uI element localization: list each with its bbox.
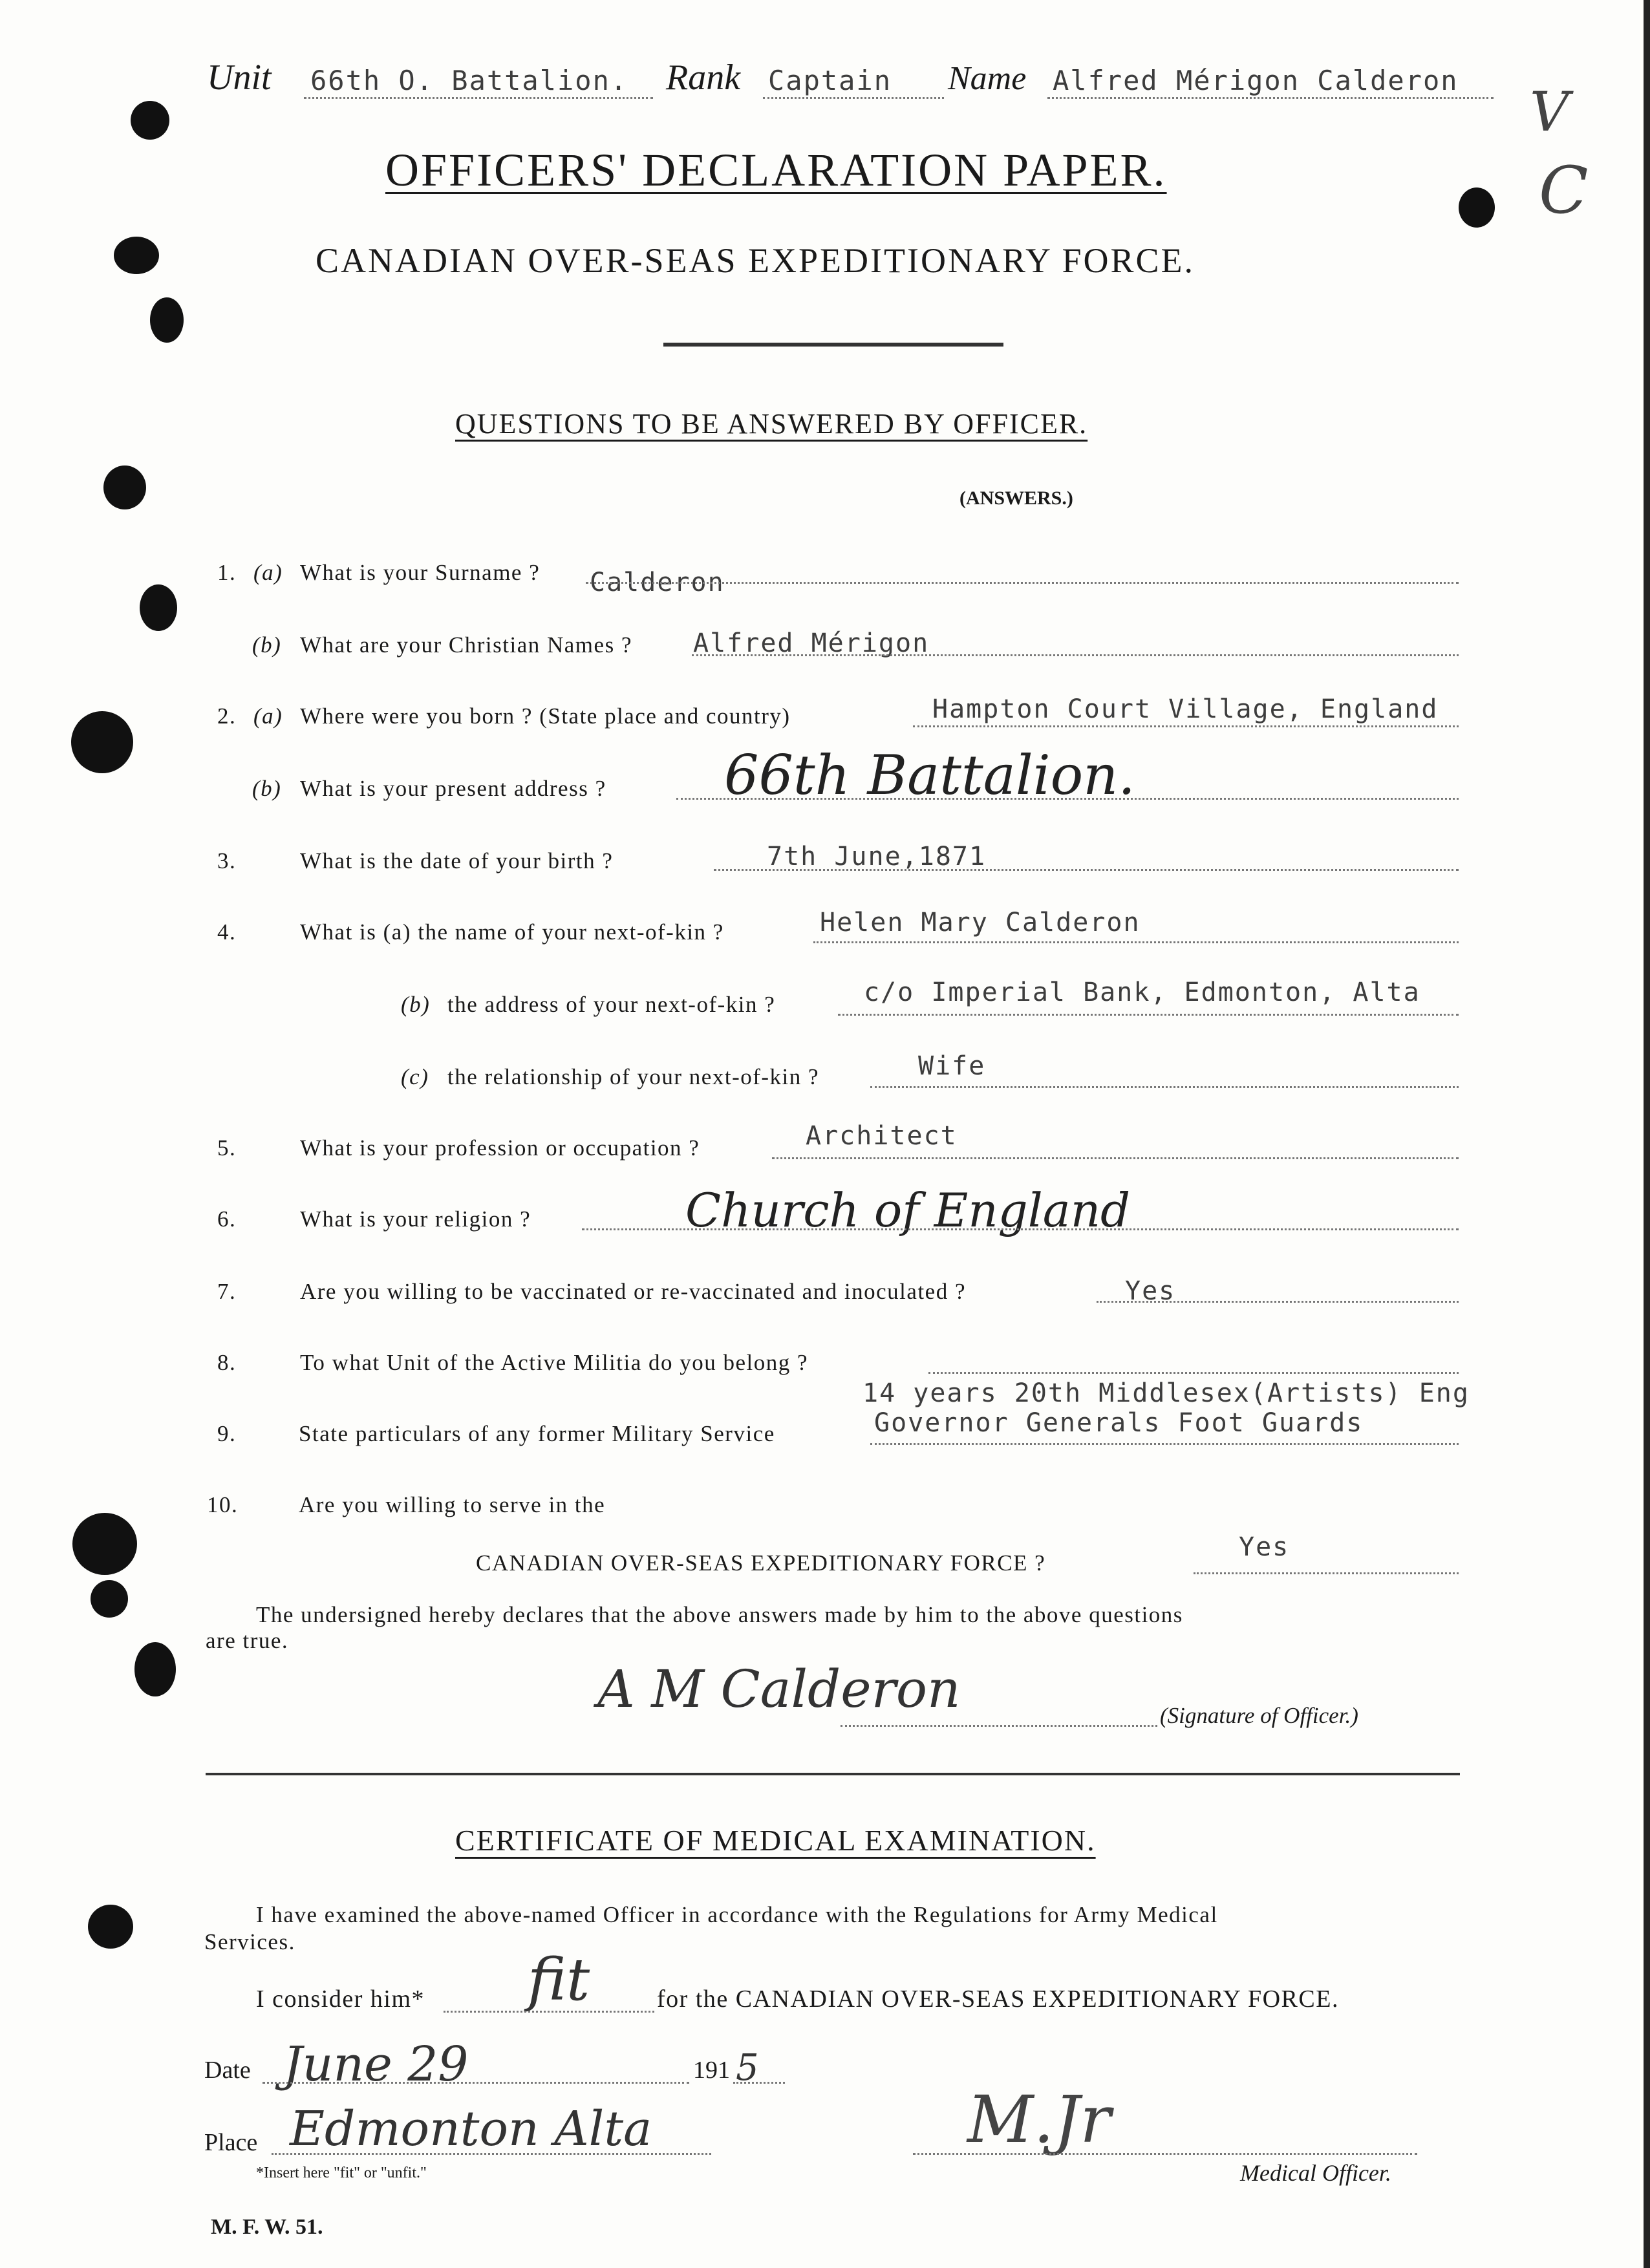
title-divider: [663, 343, 1003, 347]
q2a-question: Where were you born ? (State place and country): [300, 703, 791, 729]
q1a-dots: [586, 582, 1459, 584]
medical-heading: CERTIFICATE OF MEDICAL EXAMINATION.: [455, 1824, 1096, 1857]
rank-value: Captain: [768, 65, 892, 96]
q4-number: 4.: [217, 919, 237, 945]
sub-title: CANADIAN OVER-SEAS EXPEDITIONARY FORCE.: [316, 241, 1195, 280]
q5-number: 5.: [217, 1135, 237, 1161]
name-value: Alfred Mérigon Calderon: [1053, 65, 1459, 96]
q7-number: 7.: [217, 1279, 237, 1304]
q4b-dots: [838, 1014, 1459, 1016]
q9-number: 9.: [217, 1421, 237, 1446]
q4c-dots: [870, 1086, 1459, 1088]
q6-answer: Church of England: [685, 1183, 1131, 1237]
q7-dots: [1097, 1301, 1459, 1303]
q4a-question: What is (a) the name of your next-of-kin ?: [300, 919, 724, 945]
main-title: OFFICERS' DECLARATION PAPER.: [385, 144, 1167, 196]
unit-dots: [304, 97, 653, 99]
q1a-question: What is your Surname ?: [300, 560, 541, 585]
q4a-answer: Helen Mary Calderon: [820, 908, 1141, 937]
punch-hole: [131, 101, 169, 140]
q6-number: 6.: [217, 1206, 237, 1232]
q8-number: 8.: [217, 1350, 237, 1375]
punch-hole: [140, 584, 177, 631]
section-divider: [206, 1773, 1460, 1775]
q1b-question: What are your Christian Names ?: [300, 632, 632, 658]
punch-hole: [91, 1580, 128, 1618]
punch-hole: [88, 1905, 133, 1949]
q10-dots: [1194, 1572, 1459, 1574]
q4a-dots: [813, 941, 1459, 943]
consider-tail: for the CANADIAN OVER-SEAS EXPEDITIONARY FORCE.: [657, 1985, 1339, 2013]
q3-question: What is the date of your birth ?: [300, 848, 614, 873]
punch-hole: [71, 711, 133, 773]
q2a-dots: [913, 725, 1459, 727]
q8-question: To what Unit of the Active Militia do you belong ?: [300, 1350, 809, 1375]
medical-officer-dots: [913, 2153, 1417, 2155]
declaration-text: The undersigned hereby declares that the above answers made by him to the above questions: [256, 1602, 1183, 1627]
q2a-answer: Hampton Court Village, England: [932, 694, 1439, 724]
medical-officer-caption: Medical Officer.: [1240, 2160, 1391, 2186]
q2a-number: 2.: [217, 703, 237, 729]
punch-hole: [114, 237, 159, 274]
signature-caption: (Signature of Officer.): [1160, 1703, 1358, 1728]
q6-question: What is your religion ?: [300, 1206, 531, 1232]
punch-hole: [1459, 187, 1495, 228]
margin-mark-v: V: [1530, 80, 1569, 144]
q3-number: 3.: [217, 848, 237, 873]
q7-question: Are you willing to be vaccinated or re-vaccinated and inoculated ?: [300, 1279, 966, 1304]
unit-label: Unit: [207, 58, 272, 98]
punch-hole: [103, 465, 146, 509]
q8-dots: [928, 1372, 1459, 1374]
date-dots: [262, 2082, 689, 2084]
q1a-letter: (a): [253, 560, 283, 585]
name-dots: [1047, 97, 1494, 99]
q4c-answer: Wife: [918, 1051, 986, 1081]
q3-dots: [714, 869, 1459, 871]
q1b-letter: (b): [252, 632, 282, 658]
q4c-question: the relationship of your next-of-kin ?: [447, 1064, 820, 1089]
questions-heading: QUESTIONS TO BE ANSWERED BY OFFICER.: [455, 408, 1088, 440]
q10-question-force: CANADIAN OVER-SEAS EXPEDITIONARY FORCE ?: [476, 1550, 1046, 1576]
name-label: Name: [948, 60, 1027, 97]
year-prefix: 191: [693, 2057, 730, 2084]
date-label: Date: [204, 2057, 251, 2084]
q3-answer: 7th June,1871: [767, 842, 987, 872]
q2b-letter: (b): [252, 776, 282, 801]
medical-text-2: Services.: [204, 1929, 295, 1954]
signature-dots: [841, 1725, 1157, 1727]
q1b-dots: [692, 654, 1459, 656]
medical-officer-signature: M.Jr: [967, 2082, 1111, 2157]
medical-text: I have examined the above-named Officer in accordance with the Regulations for Army Medical: [256, 1902, 1218, 1927]
rank-label: Rank: [666, 58, 741, 98]
q5-answer: Architect: [806, 1121, 958, 1151]
declaration-text-2: are true.: [206, 1628, 289, 1653]
form-number: M. F. W. 51.: [211, 2215, 323, 2239]
q5-dots: [772, 1157, 1459, 1159]
q9-question: State particulars of any former Military Service: [299, 1421, 775, 1446]
rank-dots: [763, 97, 944, 99]
q9-dots: [870, 1443, 1459, 1445]
officer-signature: A M Calderon: [597, 1659, 961, 1719]
consider-label: I consider him*: [256, 1985, 425, 2013]
scan-edge: [1644, 0, 1650, 2268]
q1b-answer: Alfred Mérigon: [693, 628, 930, 658]
q4b-letter: (b): [401, 992, 431, 1017]
date-value: June 29: [283, 2037, 469, 2092]
q2a-letter: (a): [253, 703, 283, 729]
place-label: Place: [204, 2129, 258, 2156]
q2b-dots: [676, 798, 1459, 800]
place-dots: [272, 2153, 711, 2155]
consider-value: fit: [528, 1946, 590, 2014]
q4b-answer: c/o Imperial Bank, Edmonton, Alta: [864, 978, 1420, 1007]
unit-value: 66th O. Battalion.: [310, 65, 628, 96]
punch-hole: [72, 1513, 137, 1575]
place-value: Edmonton Alta: [290, 2101, 652, 2157]
q1a-answer: Calderon: [590, 568, 725, 597]
q10-question: Are you willing to serve in the: [299, 1492, 606, 1517]
year-suffix: 5: [736, 2047, 759, 2089]
answers-heading: (ANSWERS.): [959, 487, 1073, 509]
q10-answer: Yes: [1239, 1532, 1290, 1562]
q9-answer-line2: Governor Generals Foot Guards: [874, 1408, 1364, 1438]
consider-dots: [444, 2011, 654, 2013]
punch-hole: [134, 1642, 176, 1696]
q4b-question: the address of your next-of-kin ?: [447, 992, 776, 1017]
q5-question: What is your profession or occupation ?: [300, 1135, 700, 1161]
punch-hole: [150, 297, 184, 343]
q10-number: 10.: [207, 1492, 239, 1517]
q2b-question: What is your present address ?: [300, 776, 606, 801]
margin-mark-c: C: [1539, 153, 1589, 228]
q4c-letter: (c): [401, 1064, 429, 1089]
year-dots: [733, 2082, 785, 2084]
q9-answer-line1: 14 years 20th Middlesex(Artists) Eng: [862, 1378, 1470, 1408]
footnote: *Insert here "fit" or "unfit.": [256, 2165, 427, 2181]
q6-dots: [582, 1228, 1459, 1230]
q7-answer: Yes: [1125, 1276, 1176, 1306]
q2b-answer: 66th Battalion.: [724, 744, 1135, 807]
q1a-number: 1.: [217, 560, 237, 585]
